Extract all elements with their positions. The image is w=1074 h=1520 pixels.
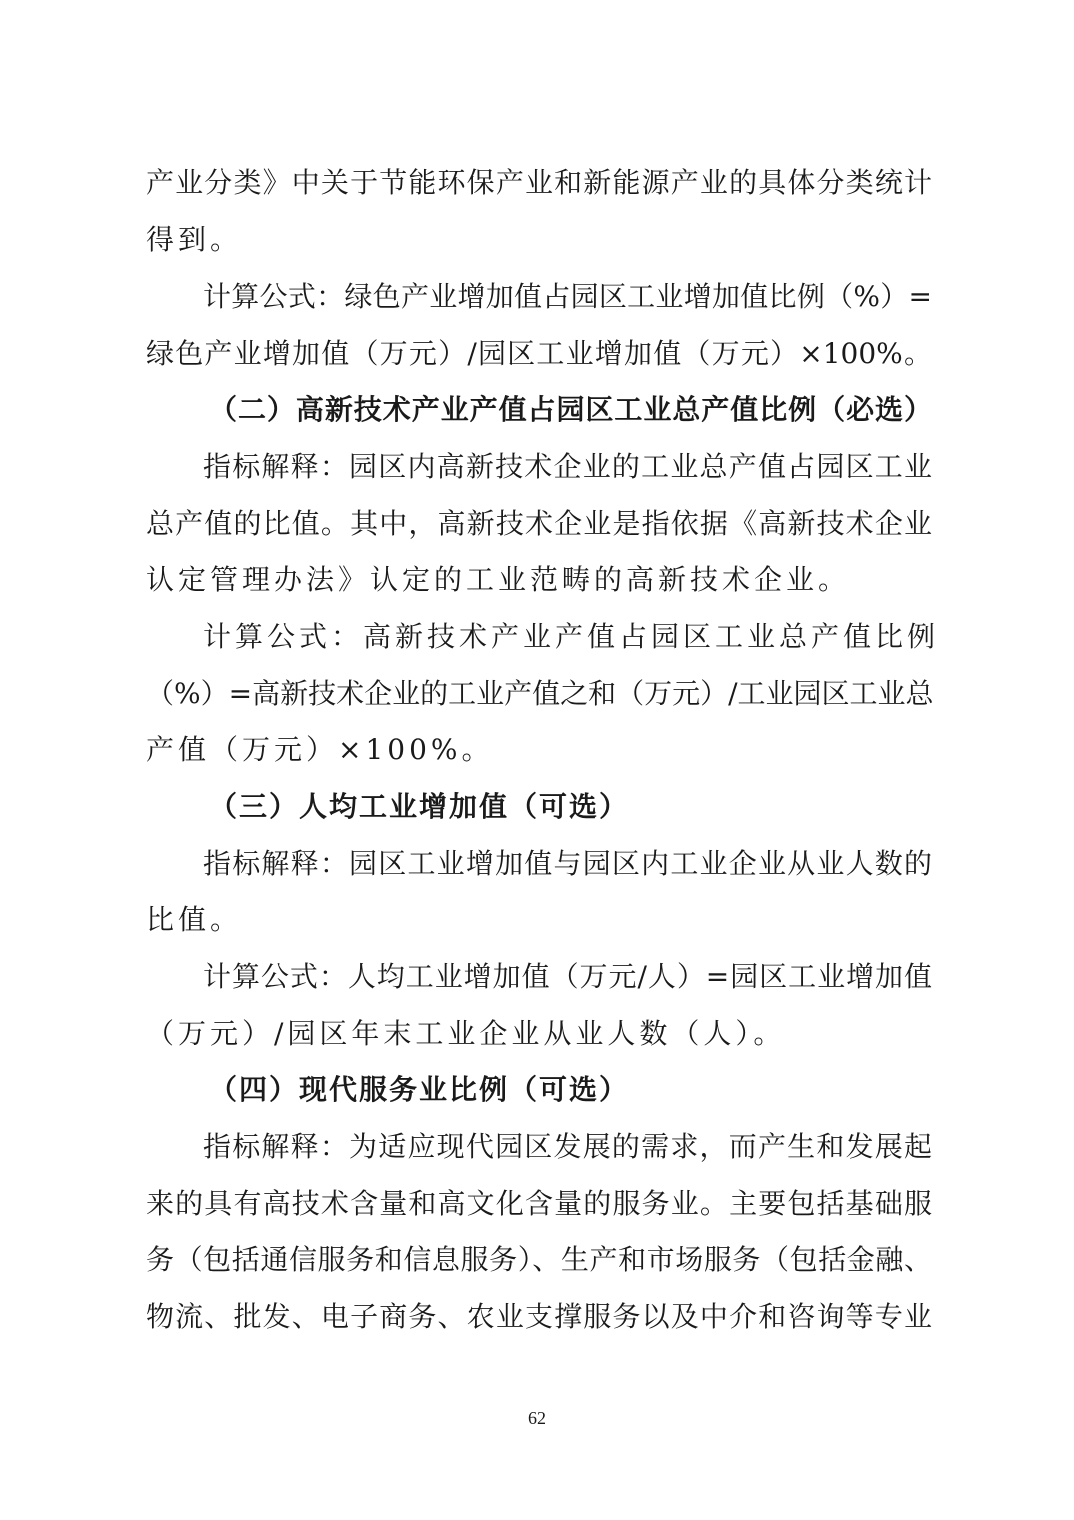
body-line: 指标解释：为适应现代园区发展的需求，而产生和发展起 — [203, 1130, 932, 1163]
formula-line: 绿色产业增加值（万元）/园区工业增加值（万元）×100%。 — [146, 337, 932, 370]
body-line: 得到。 — [146, 223, 243, 256]
formula-line: 计算公式：高新技术产业产值占园区工业总产值比例 — [203, 620, 940, 653]
formula-line: （%）=高新技术企业的工业产值之和（万元）/工业园区工业总 — [146, 677, 934, 710]
section-heading: （四）现代服务业比例（可选） — [209, 1073, 630, 1106]
body-line: 指标解释：园区工业增加值与园区内工业企业从业人数的 — [203, 847, 932, 880]
formula-line: 产值（万元）×100%。 — [146, 733, 494, 766]
body-line: 务（包括通信服务和信息服务）、生产和市场服务（包括金融、 — [146, 1243, 932, 1276]
formula-line: 计算公式：绿色产业增加值占园区工业增加值比例（%）= — [203, 280, 932, 313]
body-line: 总产值的比值。其中，高新技术企业是指依据《高新技术企业 — [146, 507, 932, 540]
body-line: 指标解释：园区内高新技术企业的工业总产值占园区工业 — [203, 450, 932, 483]
body-line: 来的具有高技术含量和高文化含量的服务业。主要包括基础服 — [146, 1187, 932, 1220]
section-heading: （二）高新技术产业产值占园区工业总产值比例（必选） — [209, 393, 932, 426]
body-line: 认定管理办法》认定的工业范畴的高新技术企业。 — [146, 563, 851, 596]
body-line: 产业分类》中关于节能环保产业和新能源产业的具体分类统计 — [146, 166, 932, 199]
body-line: 比值。 — [146, 903, 243, 936]
page-number: 62 — [528, 1408, 546, 1428]
formula-line: （万元）/园区年末工业企业从业人数（人）。 — [146, 1017, 786, 1050]
formula-line: 计算公式：人均工业增加值（万元/人）=园区工业增加值 — [203, 960, 932, 993]
body-line: 物流、批发、电子商务、农业支撑服务以及中介和咨询等专业 — [146, 1300, 932, 1333]
section-heading: （三）人均工业增加值（可选） — [209, 790, 630, 823]
